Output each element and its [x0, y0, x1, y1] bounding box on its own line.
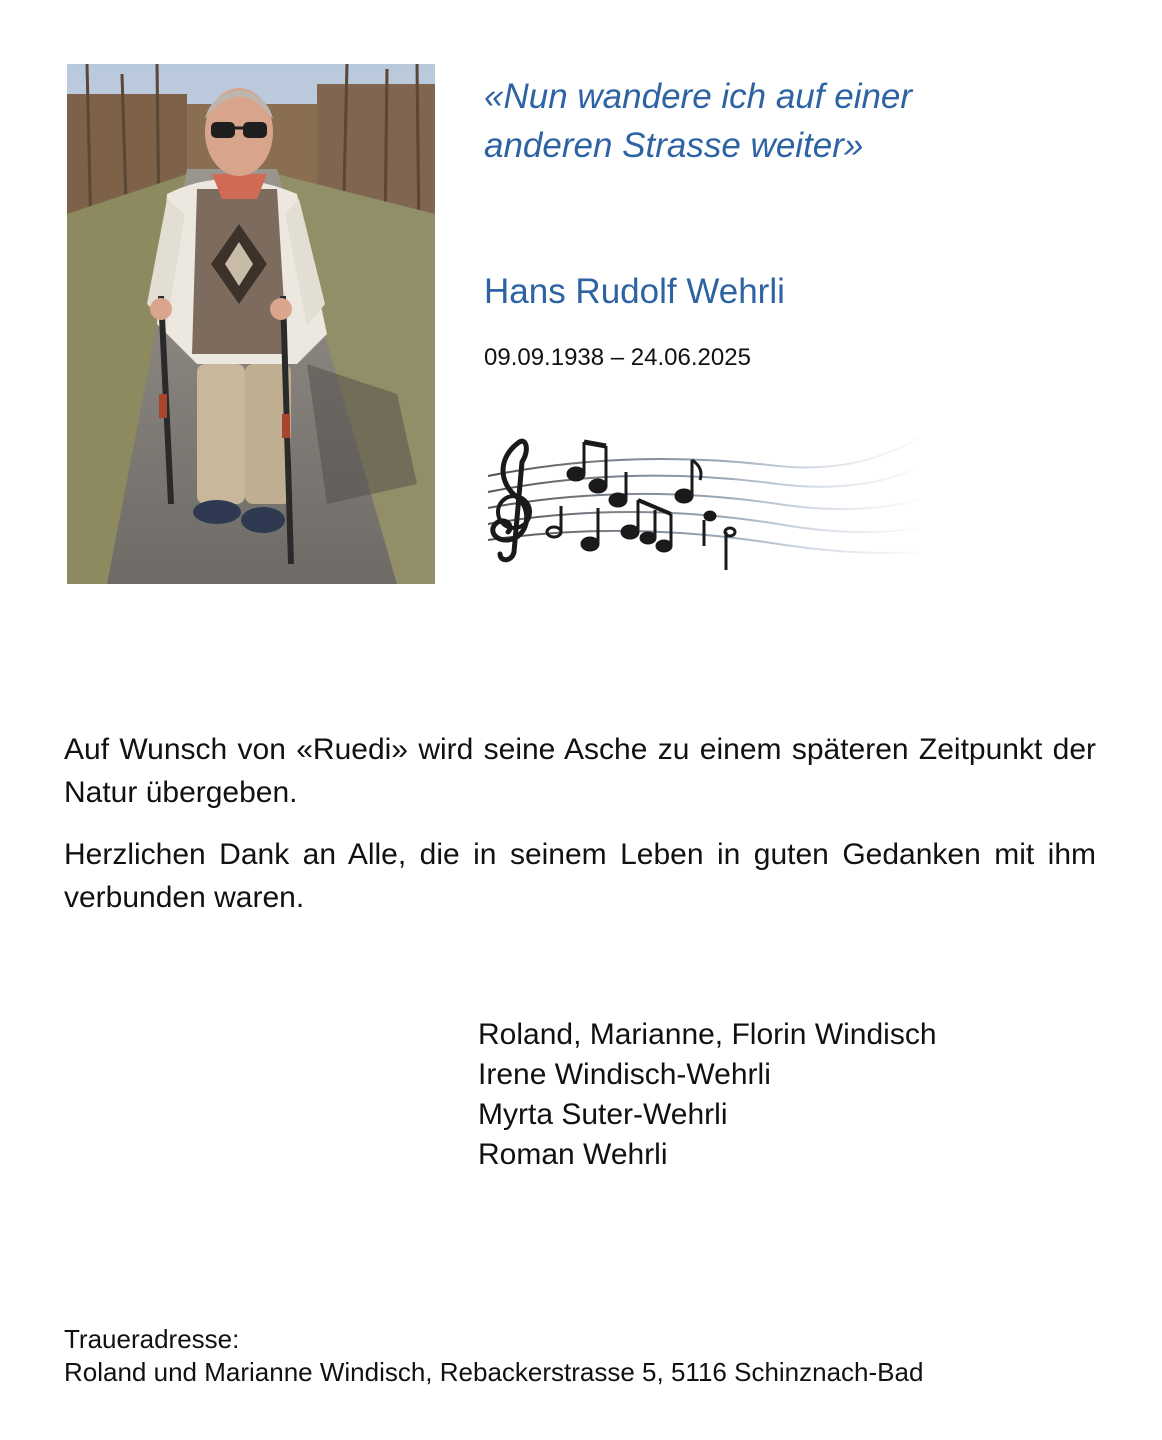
message-body: [64, 728, 1096, 938]
mourning-address: [64, 1323, 923, 1389]
address-label: Traueradresse:: [64, 1324, 240, 1354]
message-paragraph-1: Auf Wunsch von «Ruedi» wird seine Asche zu einem späteren Zeitpunkt der Natur übergeben.: [64, 733, 1096, 809]
quote-line-2: anderen Strasse weiter»: [484, 126, 864, 165]
message-paragraph-2: Herzlichen Dank an Alle, die in seinem Leben in guten Gedanken mit ihm verbunden waren.: [64, 838, 1096, 914]
memorial-quote: [484, 72, 1044, 170]
signers-list: [478, 1015, 937, 1175]
signer-1: Roland, Marianne, Florin Windisch: [478, 1018, 937, 1051]
life-dates: 09.09.1938 – 24.06.2025: [484, 344, 751, 371]
deceased-name: Hans Rudolf Wehrli: [484, 272, 785, 311]
portrait-photo: [67, 64, 435, 584]
signer-4: Roman Wehrli: [478, 1138, 668, 1171]
signer-3: Myrta Suter-Wehrli: [478, 1098, 728, 1131]
address-value: Roland und Marianne Windisch, Rebackerstrasse 5, 5116 Schinznach-Bad: [64, 1357, 924, 1387]
music-notes-icon: [478, 428, 923, 583]
signer-2: Irene Windisch-Wehrli: [478, 1058, 771, 1091]
quote-line-1: «Nun wandere ich auf einer: [484, 77, 913, 116]
